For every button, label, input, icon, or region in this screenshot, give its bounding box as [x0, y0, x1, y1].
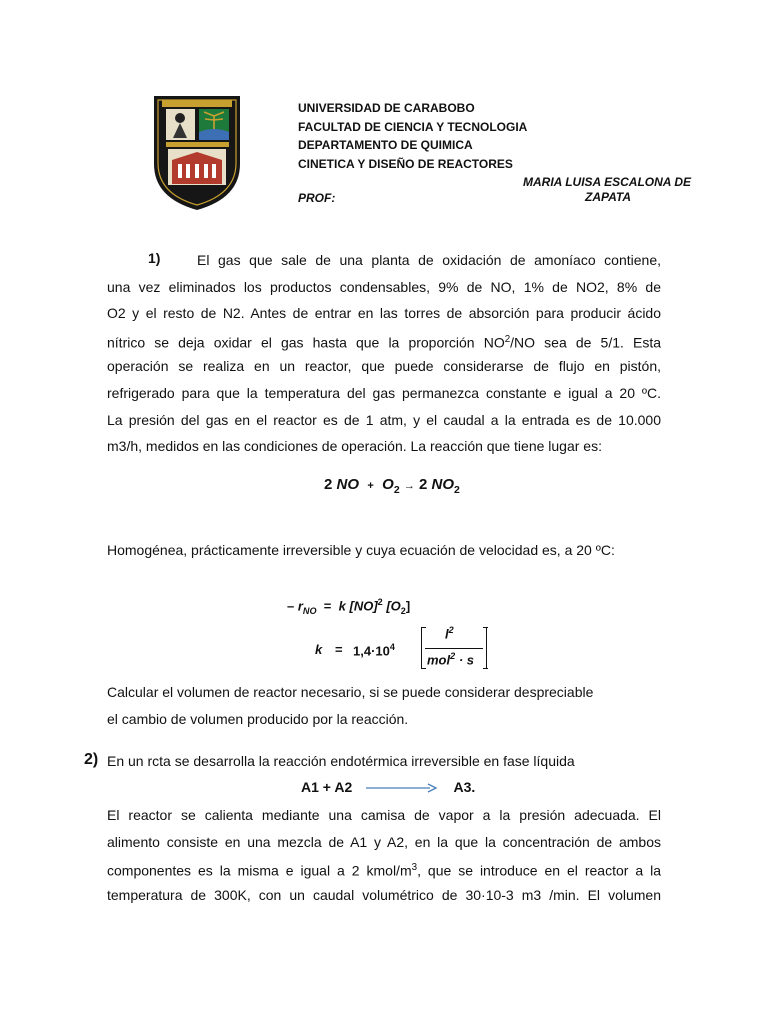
- sub: 2: [400, 605, 406, 616]
- header-block: [298, 99, 527, 173]
- university-name: UNIVERSIDAD DE CARABOBO: [298, 101, 475, 115]
- k-mantissa: 1,4·10: [353, 643, 390, 659]
- p1-line: m3/h, medidos en las condiciones de operación. La reacción que tiene lugar es:: [107, 438, 602, 455]
- p2-line: temperatura de 300K, con un caudal volumétrico de 30·10-3 m3 /min. El volumen: [107, 886, 661, 903]
- calc-line-1: Calcular el volumen de reactor necesario, si se puede considerar despreciable: [107, 684, 594, 700]
- reaction-equation: [324, 476, 460, 496]
- seal-graphic: [152, 94, 242, 212]
- p2-sup: 3: [411, 862, 418, 874]
- p1-line: [107, 327, 661, 354]
- problem-2-text: [107, 802, 661, 908]
- arrow-icon: [366, 782, 438, 794]
- rate-sub: NO: [302, 605, 317, 616]
- p1-ratio-a: nítrico se deja oxidar el gas hasta que la proporción NO: [107, 334, 505, 351]
- problem-1-number: 1): [148, 250, 161, 266]
- problem-2-number: 2): [84, 751, 99, 768]
- rate-equation: [287, 597, 410, 616]
- fraction-line: [425, 648, 483, 649]
- k-symbol: k: [315, 642, 323, 657]
- calc-line-2: el cambio de volumen producido por la reacción.: [107, 711, 409, 727]
- species-o: O: [382, 476, 394, 493]
- reaction-arrow: →: [403, 480, 415, 492]
- p1-line: operación se realiza en un reactor, que puede considerarse de flujo en pistón,: [107, 358, 661, 375]
- p2-conc-b: , que se introduce en el reactor a la: [417, 862, 662, 879]
- equals: =: [323, 598, 332, 614]
- university-seal: [152, 94, 242, 212]
- exp: 2: [448, 625, 454, 635]
- p1-line: O2 y el resto de N2. Antes de entrar en las torres de absorción para producir ácido: [107, 305, 661, 322]
- prof-name-1: MARIA LUISA ESCALONA DE: [523, 175, 691, 189]
- problem-1-text: [107, 247, 661, 460]
- equals: =: [335, 642, 343, 657]
- p2-conc-a: componentes es la misma e igual a 2 kmol/m: [107, 862, 412, 879]
- conc-no: [NO]: [349, 598, 378, 614]
- units-denominator: [427, 651, 474, 667]
- prof-label: PROF:: [298, 191, 336, 205]
- exp: 2: [450, 651, 456, 661]
- problem-2-intro: En un rcta se desarrolla la reacción endotérmica irreversible en fase líquida: [107, 753, 575, 769]
- p1-line: una vez eliminados los productos condensables, 9% de NO, 1% de NO2, 8% de: [107, 278, 661, 295]
- k-value: [353, 642, 395, 658]
- p1-sup: 2: [504, 333, 511, 345]
- close-bracket: ]: [405, 598, 411, 614]
- minus-sign: –: [287, 598, 295, 614]
- homogeneous-line: Homogénea, prácticamente irreversible y cuya ecuación de velocidad es, a 20 ºC:: [107, 542, 615, 558]
- faculty-name: FACULTAD DE CIENCIA Y TECNOLOGIA: [298, 119, 528, 134]
- coef-2: 2: [419, 476, 428, 493]
- problem-2-reaction: [301, 779, 475, 795]
- species-no2: NO: [431, 476, 455, 493]
- p1-ratio-b: /NO sea de 5/1. Esta: [510, 334, 662, 351]
- p2-line: [107, 855, 661, 882]
- p1-line: refrigerado para que la temperatura del gas permanezca constante e igual a 20 ºC.: [107, 384, 661, 401]
- den2: · s: [458, 652, 474, 668]
- k-symbol: k: [338, 598, 346, 614]
- conc-o2: [O: [386, 598, 401, 614]
- den: mol: [427, 652, 451, 668]
- coef-1: 2: [324, 476, 333, 493]
- species-no: NO: [336, 476, 360, 493]
- exp: 2: [377, 597, 383, 607]
- product: A3.: [453, 779, 476, 795]
- p1-line: El gas que sale de una planta de oxidación de amoníaco contiene,: [197, 252, 661, 268]
- reactants: A1 + A2: [301, 779, 353, 795]
- plus-sign: +: [367, 480, 374, 492]
- sub: 2: [454, 484, 460, 496]
- num: l: [445, 626, 449, 642]
- department-name: DEPARTAMENTO DE QUIMICA: [298, 138, 473, 152]
- exp: 4: [389, 642, 395, 652]
- p1-line: La presión del gas en el reactor es de 1 atm, y el caudal a la entrada es de 10.000: [107, 411, 661, 428]
- p2-line: alimento consiste en una mezcla de A1 y A2, en la que la concentración de ambos: [107, 833, 661, 850]
- prof-name-2: ZAPATA: [585, 190, 631, 204]
- p2-line: El reactor se calienta mediante una camisa de vapor a la presión adecuada. El: [107, 807, 661, 823]
- units-numerator: [445, 625, 454, 641]
- course-name: CINETICA Y DISEÑO DE REACTORES: [298, 156, 513, 171]
- sub: 2: [393, 484, 400, 496]
- rate-symbol: r: [297, 598, 303, 614]
